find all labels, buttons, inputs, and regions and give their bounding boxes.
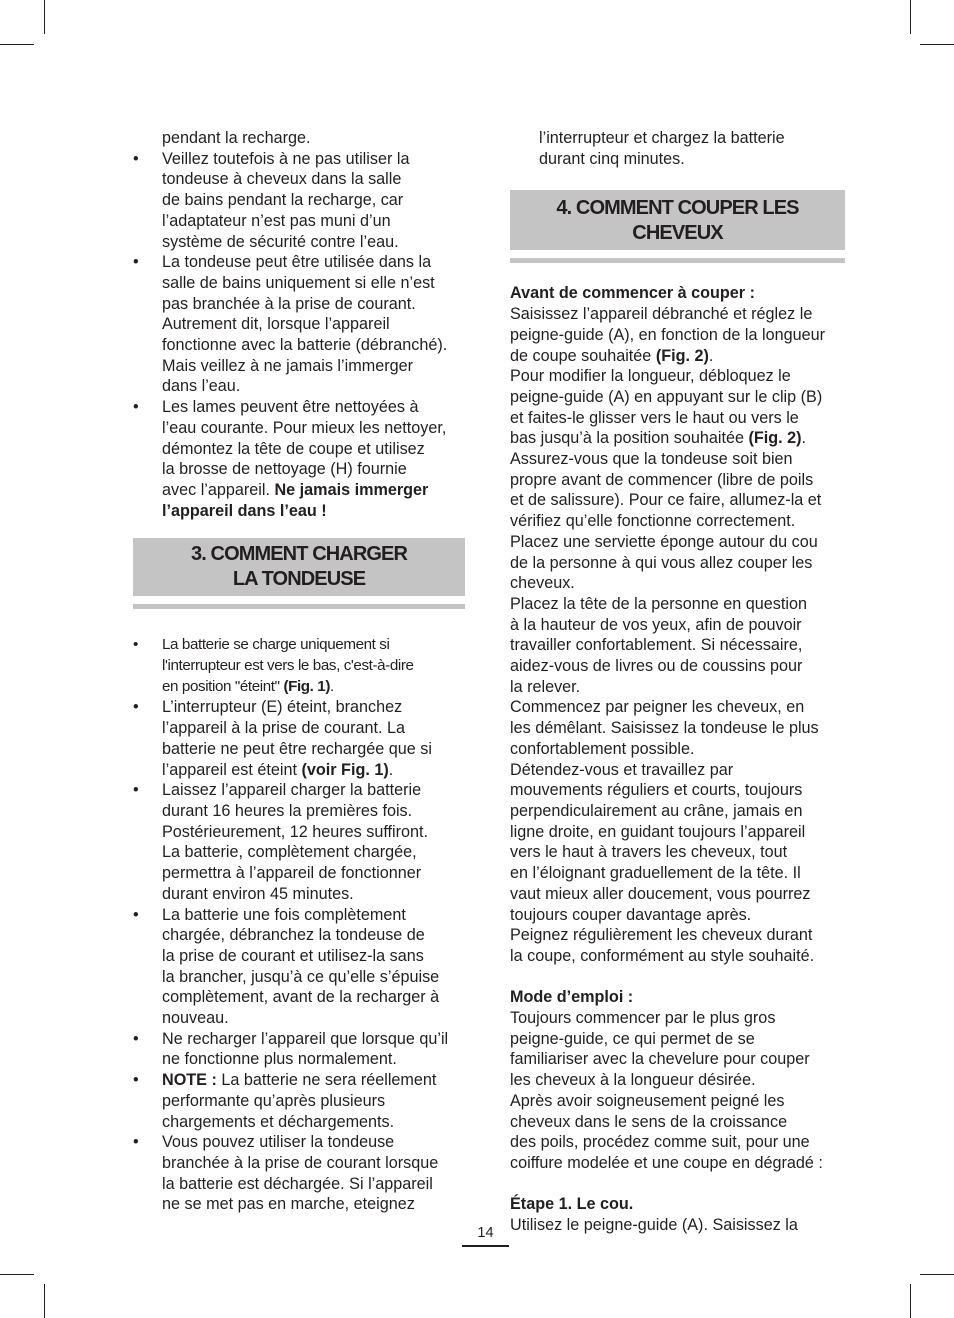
text-line: confortablement possible. xyxy=(510,739,695,758)
text-line: et faites-le glisser vers le haut ou vers le xyxy=(510,408,799,427)
paragraph-text: . xyxy=(708,346,714,365)
text-line: ligne droite, en guidant toujours l’appareil xyxy=(510,822,806,841)
bullet-marker: • xyxy=(133,398,139,417)
bullet-text: dans l’eau. xyxy=(162,377,241,396)
text-line: l’eau courante. Pour mieux les nettoyer, xyxy=(162,418,447,437)
bullet-text: durant 16 heures la premières fois. xyxy=(162,801,413,820)
bullet-item xyxy=(133,149,465,253)
left-column xyxy=(133,128,465,1215)
bullet-text: en position "éteint" xyxy=(162,677,284,695)
bullet-text: Mais veillez à ne jamais l’immerger xyxy=(162,356,413,375)
bullet-text: branchée à la prise de courant lorsque xyxy=(162,1153,439,1172)
bullet-text: Autrement dit, lorsque l’appareil xyxy=(162,315,390,334)
text-line: peigne-guide, ce qui permet de se xyxy=(510,1029,755,1048)
text-line: cheveux dans le sens de la croissance xyxy=(510,1112,788,1131)
bullet-text: système de sécurité contre l’eau. xyxy=(162,232,399,251)
bullet-text: nouveau. xyxy=(162,1009,229,1028)
text-line: la relever. xyxy=(510,677,581,696)
text-line: Peignez régulièrement les cheveux durant xyxy=(510,926,813,945)
bullet-text: Postérieurement, 12 heures suffiront. xyxy=(162,822,429,841)
bullet-lines xyxy=(162,1091,465,1132)
text-line: et de salissure). Pour ce faire, allumez-la et xyxy=(510,491,822,510)
subheading-mode: Mode d’emploi : xyxy=(510,988,634,1007)
text-line: la coupe, conformément au style souhaité. xyxy=(510,946,815,965)
paragraph xyxy=(510,1215,845,1236)
text-line: les cheveux à la longueur désirée. xyxy=(510,1071,756,1090)
bullet-marker: • xyxy=(133,905,139,924)
note-label: NOTE : xyxy=(162,1071,217,1090)
bullet-text: l’appareil à la prise de courant. La xyxy=(162,719,405,738)
bullet-item-note xyxy=(133,1070,465,1132)
bullet-text: tondeuse à cheveux dans la salle xyxy=(162,170,402,189)
bullet-item xyxy=(133,635,465,697)
bullet-text: la batterie est déchargée. Si l’appareil xyxy=(162,1174,433,1193)
bullet-text: l’adaptateur n’est pas muni d’un xyxy=(162,211,391,230)
bullet-text: La tondeuse peut être utilisée dans la xyxy=(162,253,432,272)
text-line: à la hauteur de vos yeux, afin de pouvoir xyxy=(510,615,802,634)
bullet-text: ne se met pas en marche, eteignez xyxy=(162,1195,415,1214)
bullet-lines xyxy=(162,397,465,480)
text-line: en l’éloignant graduellement de la tête. Il xyxy=(510,864,801,883)
text-line: coiffure modelée et une coupe en dégradé : xyxy=(510,1153,823,1172)
bullet-item-blades xyxy=(133,397,465,521)
text-line: perpendiculairement au crâne, jamais en xyxy=(510,801,803,820)
bullet-marker: • xyxy=(133,149,139,168)
bullet-text: L’interrupteur (E) éteint, branchez xyxy=(162,698,403,717)
bullet-text: la prise de courant et utilisez-la sans xyxy=(162,946,424,965)
crop-mark xyxy=(920,1274,954,1275)
right-column xyxy=(510,128,845,1236)
bullet-text: complètement, avant de la recharger à xyxy=(162,988,440,1007)
bullet-item xyxy=(133,252,465,397)
text-line: cheveux. xyxy=(510,574,575,593)
text-line: la brosse de nettoyage (H) fournie xyxy=(162,460,407,479)
figure-ref: (voir Fig. 1) xyxy=(301,760,389,779)
bullet-marker: • xyxy=(133,1071,139,1090)
bullet-item xyxy=(133,1029,465,1070)
intro-continuation: pendant la recharge. xyxy=(162,129,311,147)
bullet-item xyxy=(133,1132,465,1215)
bullet-text: permettra à l’appareil de fonctionner xyxy=(162,864,422,883)
text-line: Commencez par peigner les cheveux, en xyxy=(510,698,805,717)
bullet-marker: • xyxy=(133,253,139,272)
bullet-text: La batterie ne sera réellement xyxy=(216,1071,437,1090)
bullet-text: batterie ne peut être rechargée que si xyxy=(162,739,432,758)
bullet-text: l'interrupteur est vers le bas, c'est-à-dire xyxy=(162,657,414,675)
paragraph-text: . xyxy=(801,429,807,448)
section-rule xyxy=(510,258,845,263)
text-line: Assurez-vous que la tondeuse soit bien xyxy=(510,450,793,469)
bullet-text: fonctionne avec la batterie (débranché). xyxy=(162,336,448,355)
bullet-text: . xyxy=(330,677,334,695)
text-line: durant cinq minutes. xyxy=(539,149,685,168)
text-line: performante qu’après plusieurs xyxy=(162,1091,386,1110)
bullet-text: Ne recharger l’appareil que lorsque qu’il xyxy=(162,1029,449,1048)
crop-mark xyxy=(920,44,954,45)
continuation-text xyxy=(510,128,845,169)
bullet-text: chargée, débranchez la tondeuse de xyxy=(162,926,425,945)
text-line: vérifiez qu’elle fonctionne correctement. xyxy=(510,512,796,531)
crop-mark xyxy=(44,1284,45,1318)
figure-ref: (Fig. 2) xyxy=(655,346,709,365)
text-line: peigne-guide (A), en fonction de la longueur xyxy=(510,325,825,344)
text-line: Les lames peuvent être nettoyées à xyxy=(162,398,419,417)
text-line: les démêlant. Saisissez la tondeuse le plus xyxy=(510,719,819,738)
text-line: Détendez-vous et travaillez par xyxy=(510,760,734,779)
warning-text: Ne jamais immerger xyxy=(274,480,429,499)
figure-ref: (Fig. 1) xyxy=(283,677,331,695)
text-line: peigne-guide (A) en appuyant sur le clip (B) xyxy=(510,387,823,406)
text-line: aidez-vous de livres ou de coussins pour xyxy=(510,657,803,676)
bullet-marker: • xyxy=(133,781,139,800)
section-heading-charge xyxy=(133,538,465,596)
heading-line: 3. COMMENT CHARGER xyxy=(190,543,408,566)
paragraph xyxy=(510,449,845,967)
paragraph-text: de coupe souhaitée xyxy=(510,346,656,365)
subheading-before: Avant de commencer à couper : xyxy=(510,284,755,303)
bullet-text: durant environ 45 minutes. xyxy=(162,884,354,903)
crop-mark xyxy=(910,0,911,34)
bullet-text: pas branchée à la prise de courant. xyxy=(162,294,416,313)
text-line: toujours couper davantage après. xyxy=(510,905,752,924)
bullet-text: avec l’appareil. xyxy=(162,480,275,499)
bullet-text: La batterie se charge uniquement si xyxy=(162,636,390,654)
text-line: Pour modifier la longueur, débloquez le xyxy=(510,367,791,386)
crop-mark xyxy=(910,1284,911,1318)
bullet-text: la brancher, jusqu’à ce qu’elle s’épuise xyxy=(162,967,440,986)
bullet-marker: • xyxy=(133,1029,139,1048)
crop-mark xyxy=(0,1274,34,1275)
text-line: démontez la tête de coupe et utilisez xyxy=(162,439,425,458)
bullet-item xyxy=(133,780,465,904)
page-number-rule xyxy=(462,1245,509,1247)
text-line: des poils, procédez comme suit, pour une xyxy=(510,1133,810,1152)
paragraph xyxy=(510,304,845,345)
page-number: 14 xyxy=(477,1225,494,1241)
text-line: vaut mieux aller doucement, vous pourrez xyxy=(510,884,811,903)
section-rule xyxy=(133,604,465,609)
paragraph-text: bas jusqu’à la position souhaitée xyxy=(510,429,749,448)
paragraph xyxy=(510,1008,845,1174)
bullet-marker: • xyxy=(133,636,138,654)
text-line: l’interrupteur et chargez la batterie xyxy=(539,129,785,147)
text-line: de la personne à qui vous allez couper les xyxy=(510,553,813,572)
bullet-text: de bains pendant la recharge, car xyxy=(162,191,404,210)
figure-ref: (Fig. 2) xyxy=(748,429,802,448)
bullet-text: Vous pouvez utiliser la tondeuse xyxy=(162,1133,395,1152)
crop-mark xyxy=(0,44,34,45)
bullet-item xyxy=(133,905,465,1029)
bullet-item xyxy=(133,697,465,780)
bullet-text: Veillez toutefois à ne pas utiliser la xyxy=(162,149,410,168)
bullet-text: . xyxy=(388,760,394,779)
heading-line: LA TONDEUSE xyxy=(232,568,366,591)
paragraph xyxy=(510,366,845,428)
bullet-text: salle de bains uniquement si elle n’est xyxy=(162,273,435,292)
bullet-text: Laissez l’appareil charger la batterie xyxy=(162,781,422,800)
bullet-marker: • xyxy=(133,1133,139,1152)
warning-text: l’appareil dans l’eau ! xyxy=(162,501,327,520)
bullet-text: La batterie une fois complètement xyxy=(162,905,406,924)
text-line: Utilisez le peigne-guide (A). Saisissez la xyxy=(510,1216,798,1235)
text-line: Toujours commencer par le plus gros xyxy=(510,1009,776,1027)
text-line: chargements et déchargements. xyxy=(162,1112,395,1131)
text-line: Placez une serviette éponge autour du cou xyxy=(510,532,818,551)
text-line: Placez la tête de la personne en question xyxy=(510,594,807,613)
text-line: familiariser avec la chevelure pour couper xyxy=(510,1050,810,1069)
crop-mark xyxy=(44,0,45,34)
text-line: mouvements réguliers et courts, toujours xyxy=(510,781,803,800)
bullet-text: ne fonctionne plus normalement. xyxy=(162,1050,397,1069)
text-line: Saisissez l’appareil débranché et réglez le xyxy=(510,305,813,324)
bullet-text: La batterie, complètement chargée, xyxy=(162,843,417,862)
section-heading-cut: 4. COMMENT COUPER LES CHEVEUX xyxy=(510,190,845,250)
text-line: propre avant de commencer (libre de poils xyxy=(510,470,814,489)
bullet-marker: • xyxy=(133,698,139,717)
text-line: travailler confortablement. Si nécessaire, xyxy=(510,636,803,655)
bullet-text: l’appareil est éteint xyxy=(162,760,302,779)
subheading-step1: Étape 1. Le cou. xyxy=(510,1195,634,1214)
text-line: vers le haut à travers les cheveux, tout xyxy=(510,843,788,862)
text-line: Après avoir soigneusement peigné les xyxy=(510,1091,785,1110)
